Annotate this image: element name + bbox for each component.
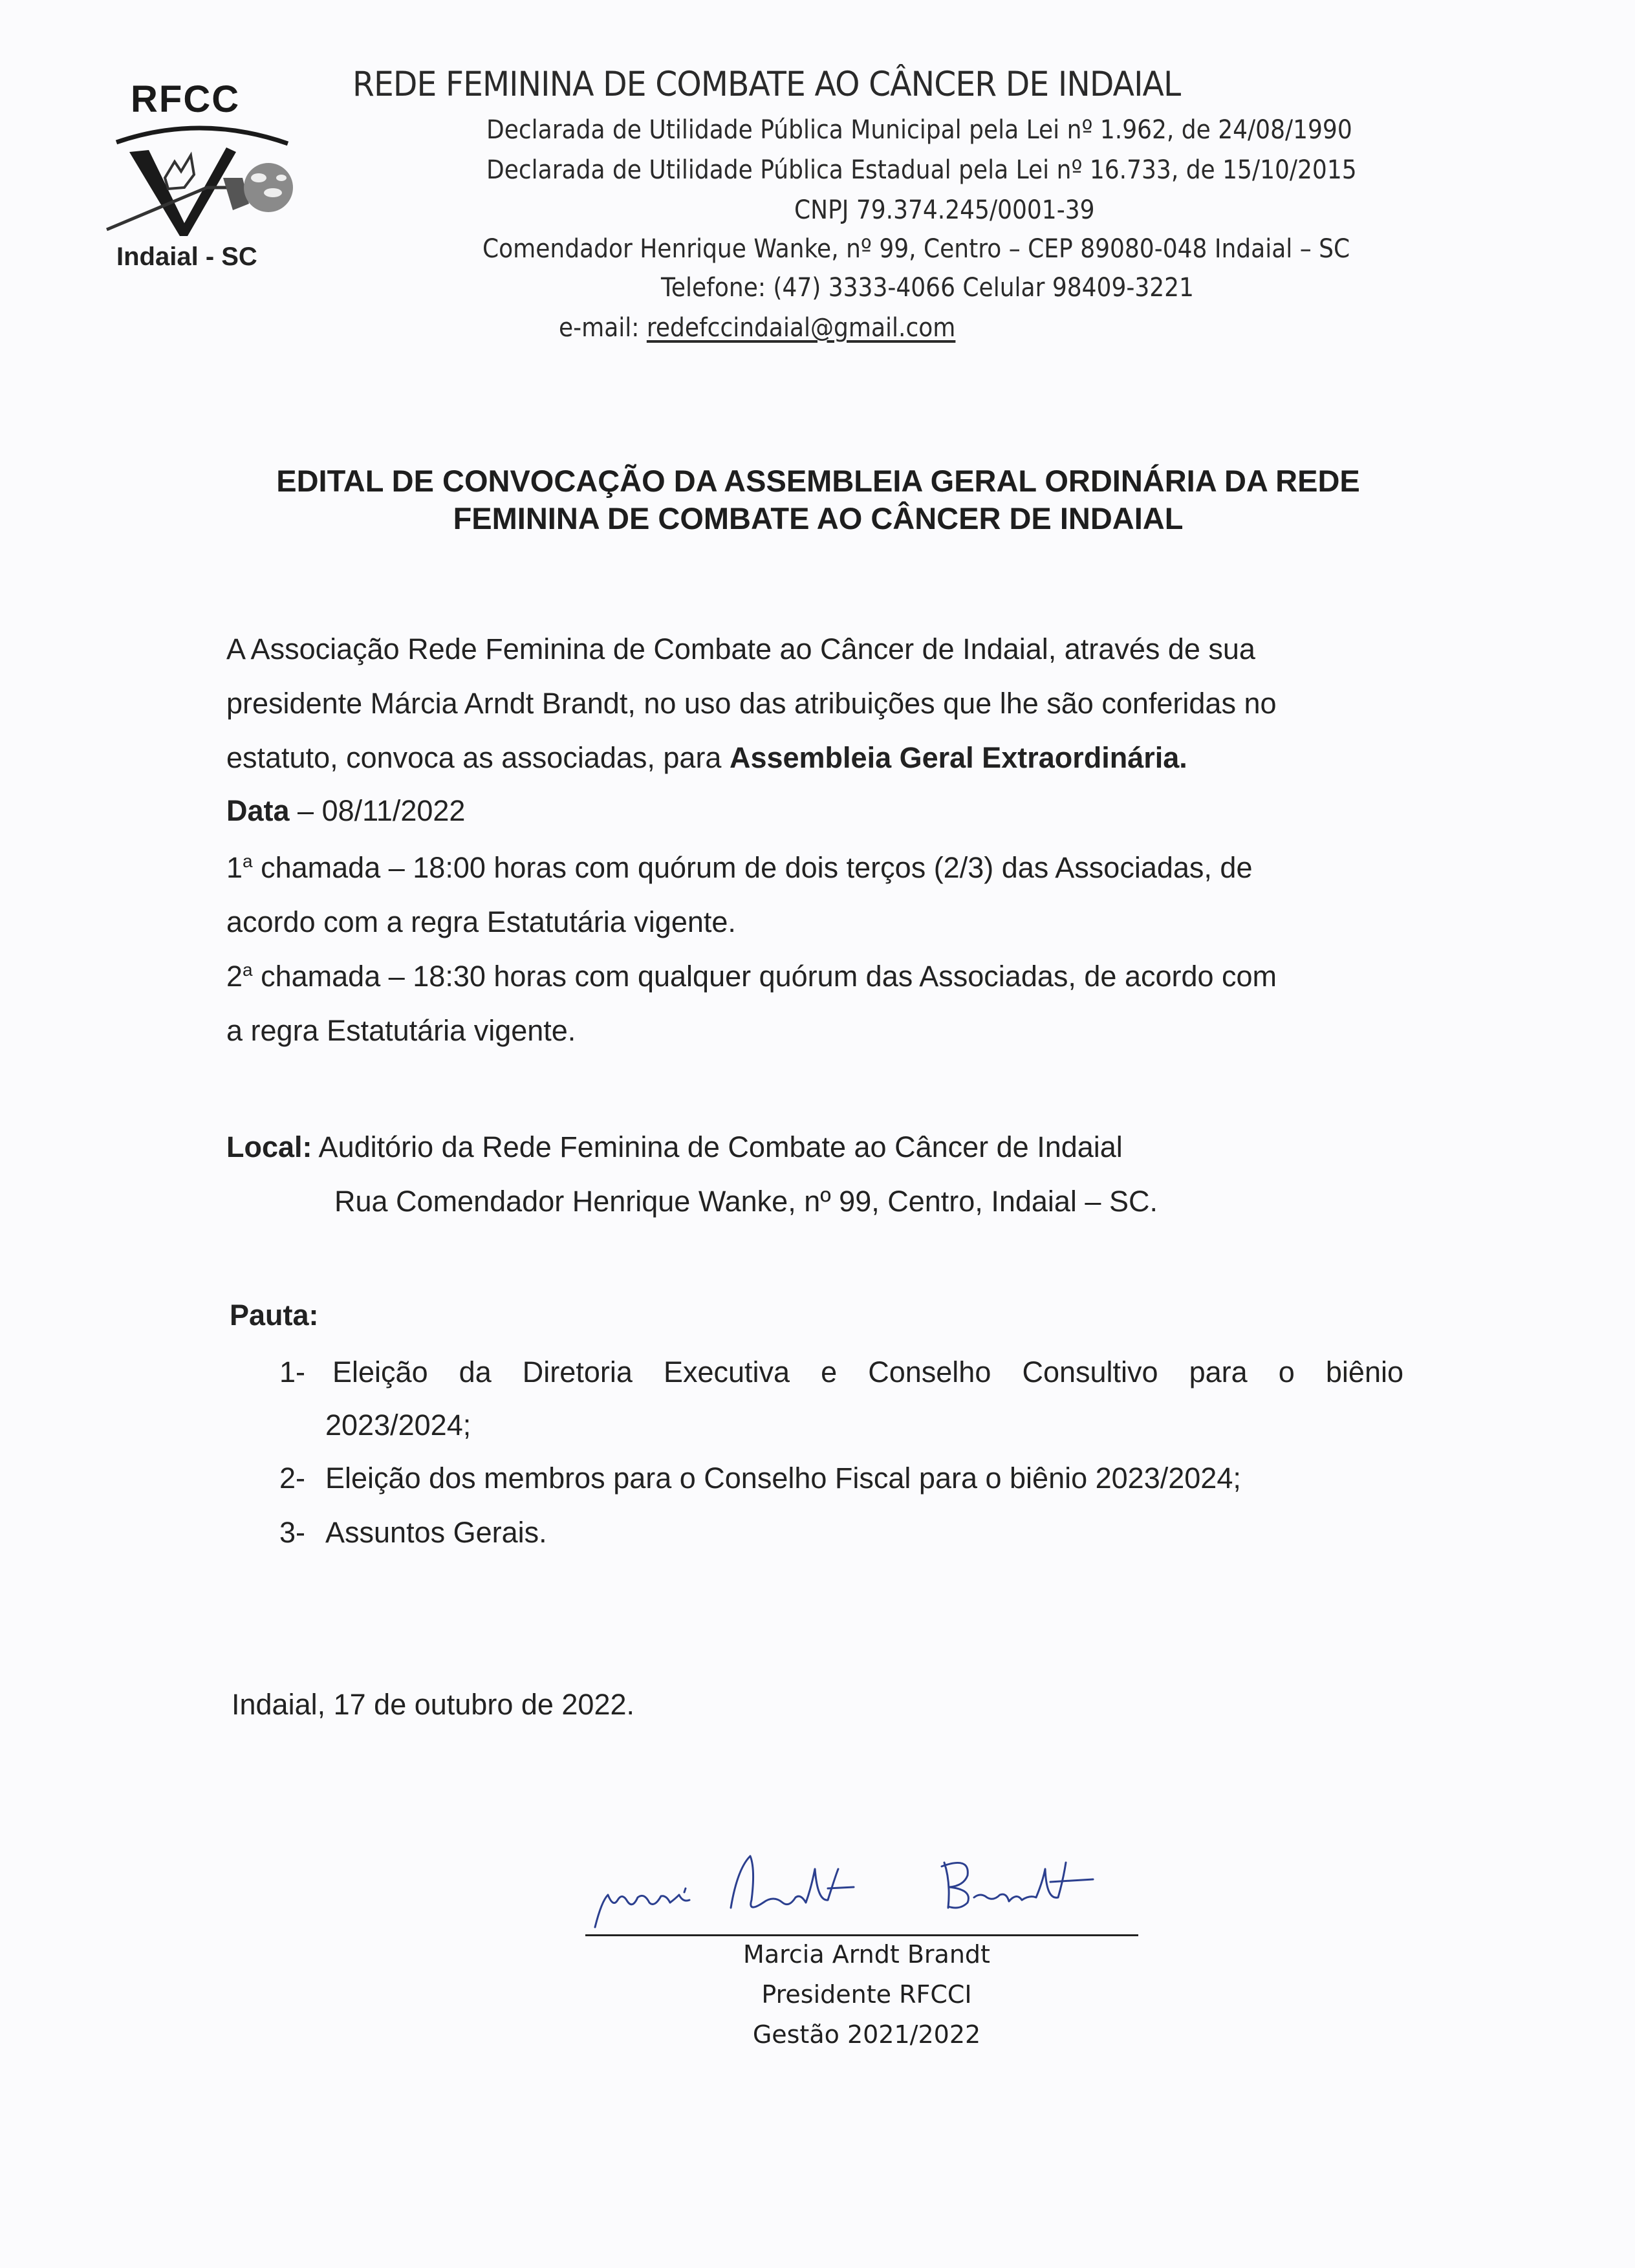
first-call-line-1 (226, 851, 1252, 885)
date-value: – 08/11/2022 (289, 794, 466, 827)
intro-line-3-text: estatuto, convoca as associadas, para (226, 741, 730, 774)
logo-place: Indaial - SC (116, 243, 257, 271)
first-call-line-2: acordo com a regra Estatutária vigente. (226, 905, 736, 938)
cnpj: CNPJ 79.374.245/0001-39 (794, 195, 1095, 225)
second-call-ordinal-sup: a (243, 960, 253, 980)
second-call-ordinal: 2 (226, 960, 243, 993)
logo-acronym: RFCC (131, 78, 241, 120)
location-venue: Auditório da Rede Feminina de Combate ao Câncer de Indaial (312, 1130, 1123, 1163)
agenda-item-3-number: 3- (279, 1516, 306, 1549)
first-call-ordinal: 1 (226, 851, 243, 884)
municipal-declaration: Declarada de Utilidade Pública Municipal pela Lei nº 1.962, de 24/08/1990 (486, 115, 1352, 145)
document-title (213, 462, 1423, 537)
email-line (559, 313, 955, 343)
address: Comendador Henrique Wanke, nº 99, Centro – CEP 89080-048 Indaial – SC (482, 234, 1350, 264)
place-and-date: Indaial, 17 de outubro de 2022. (232, 1688, 635, 1721)
email-label: e-mail: (559, 313, 647, 343)
intro-line-2: presidente Márcia Arndt Brandt, no uso das atribuições que lhe são conferidas no (226, 687, 1277, 720)
handwritten-signature (582, 1830, 1151, 1940)
title-line-1: EDITAL DE CONVOCAÇÃO DA ASSEMBLEIA GERAL ORDINÁRIA DA REDE (276, 464, 1360, 498)
organization-name: REDE FEMININA DE COMBATE AO CÂNCER DE INDAIAL (352, 65, 1181, 104)
logo-v-rose-icon (103, 116, 317, 246)
agenda-item-3-text: Assuntos Gerais. (325, 1516, 547, 1549)
location-line-1 (226, 1130, 1123, 1164)
first-call-text: chamada – 18:00 horas com quórum de dois terços (2/3) das Associadas, de (252, 851, 1253, 884)
agenda-item-1-line-1: Eleição da Diretoria Executiva e Conselho Consultivo para o biênio (332, 1355, 1403, 1388)
phone: Telefone: (47) 3333-4066 Celular 98409-3221 (661, 273, 1194, 303)
meeting-date (226, 794, 465, 828)
title-line-2: FEMININA DE COMBATE AO CÂNCER DE INDAIAL (453, 501, 1184, 535)
signature-line (585, 1934, 1138, 1936)
location-label: Local: (226, 1130, 312, 1163)
agenda-item-2-number: 2- (279, 1462, 306, 1495)
signer-name: Marcia Arndt Brandt (743, 1940, 990, 1969)
date-label: Data (226, 794, 290, 827)
second-call-text: chamada – 18:30 horas com qualquer quórum das Associadas, de acordo com (252, 960, 1277, 993)
agenda-label: Pauta: (230, 1299, 319, 1332)
agenda-item-1-number: 1- (279, 1355, 306, 1388)
location-address: Rua Comendador Henrique Wanke, nº 99, Centro, Indaial – SC. (334, 1185, 1158, 1218)
assembly-type: Assembleia Geral Extraordinária. (729, 741, 1187, 774)
agenda-item-2-text: Eleição dos membros para o Conselho Fiscal para o biênio 2023/2024; (325, 1462, 1241, 1495)
agenda-item-1-line-2: 2023/2024; (325, 1409, 471, 1442)
signer-role: Presidente RFCCI (761, 1980, 972, 2009)
intro-line-3 (226, 741, 1187, 775)
state-declaration: Declarada de Utilidade Pública Estadual pela Lei nº 16.733, de 15/10/2015 (486, 155, 1357, 185)
organization-logo (103, 78, 317, 285)
email-link[interactable]: redefccindaial@gmail.com (646, 313, 956, 343)
signer-term: Gestão 2021/2022 (752, 2020, 981, 2049)
second-call-line-1 (226, 960, 1277, 993)
first-call-ordinal-sup: a (243, 851, 253, 871)
second-call-line-2: a regra Estatutária vigente. (226, 1014, 576, 1047)
intro-line-1: A Associação Rede Feminina de Combate ao Câncer de Indaial, através de sua (226, 632, 1255, 665)
